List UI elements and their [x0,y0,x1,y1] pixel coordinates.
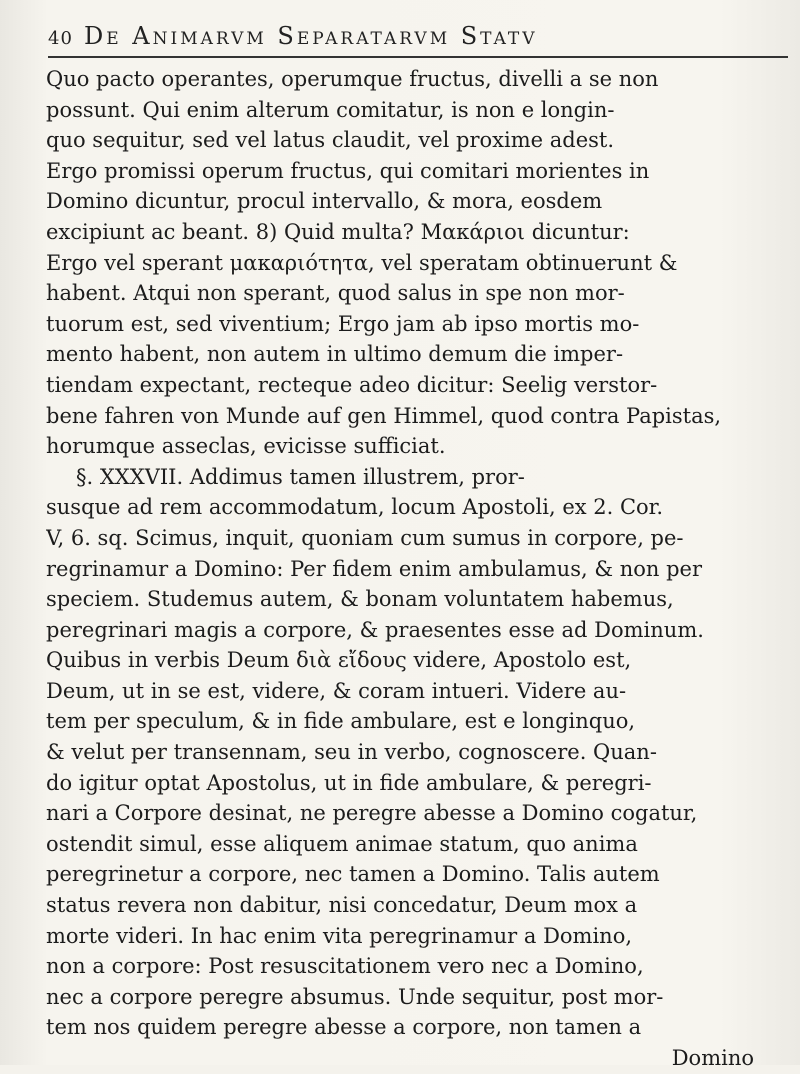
text-line: Quo pacto operantes, operumque fructus, divelli a se non [46,67,659,91]
text-line: quo sequitur, sed vel latus claudit, vel proxime adest. [46,128,615,153]
text-line: habent. Atqui non sperant, quod salus in spe non mor- [46,281,625,306]
text-line: regrinamur a Domino: Per fidem enim ambulamus, & non per [46,556,702,581]
text-line: horumque asseclas, evicisse sufficiat. [46,434,446,459]
text-line: Quibus in verbis Deum διὰ εἴδους videre, Apostolo est, [46,648,632,673]
text-line: do igitur optat Apostolus, ut in fide ambulare, & peregri- [46,770,652,795]
text-line: non a corpore: Post resuscitationem vero nec a Domino, [46,954,644,979]
page-number: 40 [48,28,73,49]
text-line: morte videri. In hac enim vita peregrinamur a Domino, [46,923,633,948]
body-text [46,64,794,1074]
text-line: tem nos quidem peregre abesse a corpore, non tamen a [46,1015,642,1040]
text-line: nari a Corpore desinat, ne peregre abesse a Domino cogatur, [46,801,698,826]
text-line: V, 6. sq. Scimus, inquit, quoniam cum sumus in corpore, pe- [46,525,684,550]
text-line: & velut per transennam, seu in verbo, cognoscere. Quan- [46,740,657,765]
text-line: Deum, ut in se est, videre, & coram intueri. Videre au- [46,678,627,703]
text-line: speciem. Studemus autem, & bonam voluntatem habemus, [46,587,674,612]
text-line: peregrinari magis a corpore, & praesentes esse ad Dominum. [46,617,704,642]
running-head: De Animarvm Separatarvm Statv [84,22,538,50]
text-line: Ergo promissi operum fructus, qui comitari morientes in [46,158,650,183]
text-line: tem per speculum, & in fide ambulare, est e longinquo, [46,709,636,734]
text-line: Ergo vel sperant μακαριότητα, vel speratam obtinuerunt & [46,250,678,275]
text-line: status revera non dabitur, nisi concedatur, Deum mox a [46,893,638,918]
text-line: tiendam expectant, recteque adeo dicitur: Seelig verstor- [46,372,658,397]
catchword: Domino [671,1046,754,1070]
text-line: possunt. Qui enim alterum comitatur, is non e longin- [46,97,615,122]
text-line: excipiunt ac beant. 8) Quid multa? Μακάριοι dicuntur: [46,219,630,244]
text-line: Domino dicuntur, procul intervallo, & mora, eosdem [46,189,603,214]
text-line: tuorum est, sed viventium; Ergo jam ab ipso mortis mo- [46,311,640,336]
text-line: bene fahren von Munde auf gen Himmel, quod contra Papistas, [46,403,722,428]
text-line: ostendit simul, esse aliquem animae statum, quo anima [46,831,638,856]
section-heading-line: §. XXXVII. Addimus tamen illustrem, pror- [76,464,525,489]
page-header [48,20,788,54]
header-rule [48,56,788,58]
text-line: nec a corpore peregre absumus. Unde sequitur, post mor- [46,984,664,1009]
text-line: susque ad rem accommodatum, locum Apostoli, ex 2. Cor. [46,495,664,520]
text-line: mento habent, non autem in ultimo demum die imper- [46,342,624,367]
text-line: peregrinetur a corpore, nec tamen a Domino. Talis autem [46,862,660,887]
